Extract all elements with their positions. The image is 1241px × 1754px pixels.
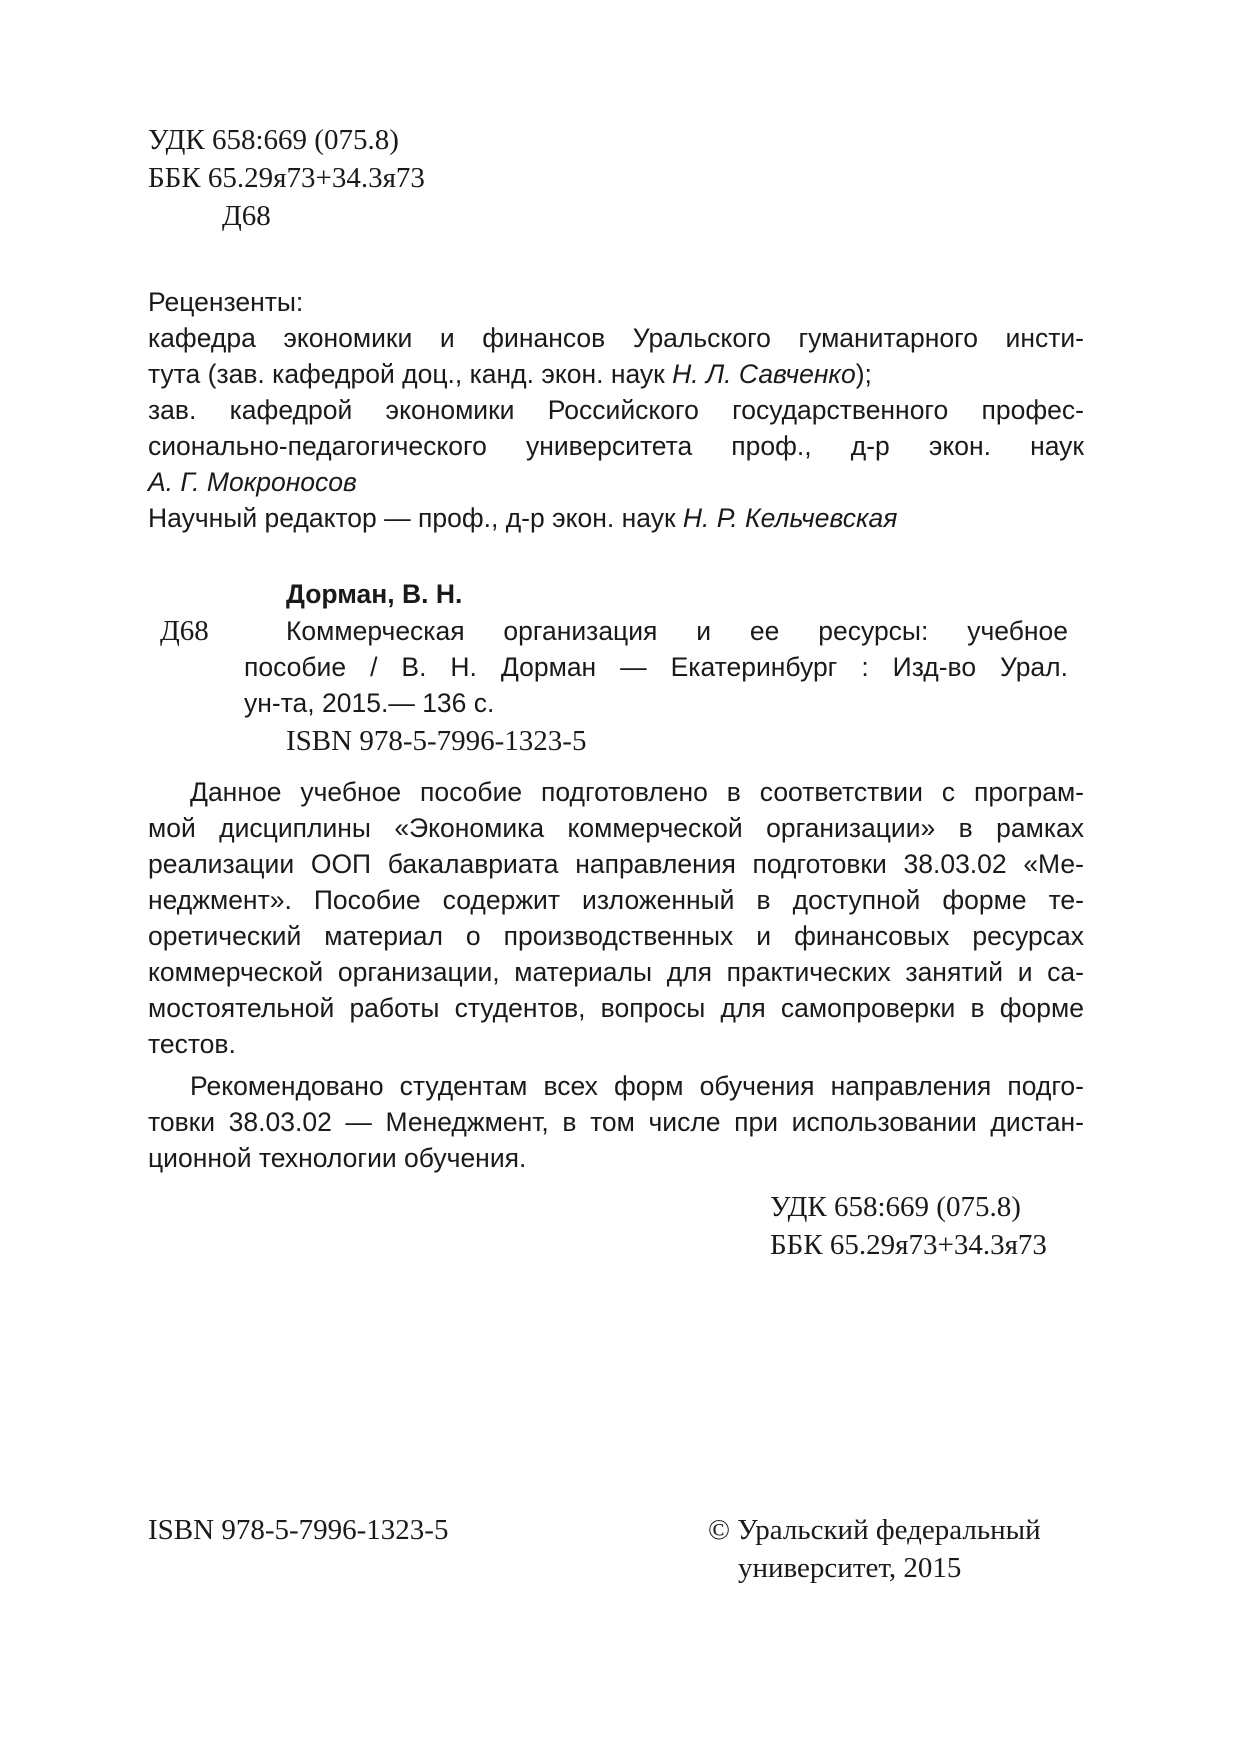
annotation-p1-line-4: неджмент». Пособие содержит изложенный в доступной форме те- — [148, 885, 1084, 915]
reviewer-1-name: Н. Л. Савченко — [672, 359, 856, 389]
bottom-udk-code: УДК 658:669 (075.8) — [770, 1191, 1021, 1223]
copyright-line-2: университет, 2015 — [738, 1552, 962, 1584]
card-author-name: Дорман, В. Н. — [286, 579, 463, 609]
reviewer-1-affiliation: тута (зав. кафедрой доц., канд. экон. наук — [148, 359, 673, 389]
reviewer-1-line-1: кафедра экономики и финансов Уральского гуманитарного инсти- — [148, 323, 1084, 353]
reviewer-2-name-text: А. Г. Мокроносов — [148, 467, 357, 497]
bbk-code: ББК 65.29я73+34.3я73 — [148, 162, 425, 194]
card-title-line-1: Коммерческая организация и ее ресурсы: учебное — [286, 616, 1068, 646]
udk-code: УДК 658:669 (075.8) — [148, 124, 399, 156]
annotation-p1-line-3: реализации ООП бакалавриата направления подготовки 38.03.02 «Ме- — [148, 849, 1084, 879]
annotation-p1-line-2: мой дисциплины «Экономика коммерческой организации» в рамках — [148, 813, 1084, 843]
author-mark: Д68 — [222, 200, 271, 232]
card-isbn: ISBN 978-5-7996-1323-5 — [286, 725, 587, 757]
reviewer-2-line-1: зав. кафедрой экономики Российского государственного профес- — [148, 395, 1084, 425]
reviewer-1-punctuation: ); — [855, 359, 872, 389]
card-author — [286, 576, 462, 612]
annotation-p1-line-5: оретический материал о производственных и финансовых ресурсах — [148, 921, 1084, 951]
card-title-line-2: пособие / В. Н. Дорман — Екатеринбург : Изд-во Урал. — [244, 652, 1068, 682]
annotation-p1-line-6: коммерческой организации, материалы для практических занятий и са- — [148, 957, 1084, 987]
reviewer-2-line-2: сионально-педагогического университета проф., д-р экон. наук — [148, 431, 1084, 461]
annotation-p2-line-2: товки 38.03.02 — Менеджмент, в том числе при использовании дистан- — [148, 1107, 1084, 1137]
editor-name: Н. Р. Кельчевская — [682, 503, 898, 533]
reviewer-1-line-2 — [148, 356, 872, 392]
reviewer-2-name — [148, 464, 357, 500]
footer-isbn: ISBN 978-5-7996-1323-5 — [148, 1514, 449, 1546]
annotation-p1-line-8: тестов. — [148, 1029, 236, 1059]
card-mark: Д68 — [160, 615, 209, 647]
reviewers-heading: Рецензенты: — [148, 287, 304, 317]
bottom-bbk-code: ББК 65.29я73+34.3я73 — [770, 1229, 1047, 1261]
scientific-editor — [148, 500, 897, 536]
annotation-p1-line-7: мостоятельной работы студентов, вопросы для самопроверки в форме — [148, 993, 1084, 1023]
card-title-line-3: ун-та, 2015.— 136 с. — [244, 688, 495, 718]
copyright-line-1: © Уральский федеральный — [708, 1514, 1041, 1546]
annotation-p1-line-1: Данное учебное пособие подготовлено в соответствии с програм- — [190, 777, 1084, 807]
editor-title: Научный редактор — проф., д-р экон. наук — [148, 503, 683, 533]
annotation-p2-line-1: Рекомендовано студентам всех форм обучения направления подго- — [190, 1071, 1084, 1101]
annotation-p2-line-3: ционной технологии обучения. — [148, 1143, 527, 1173]
